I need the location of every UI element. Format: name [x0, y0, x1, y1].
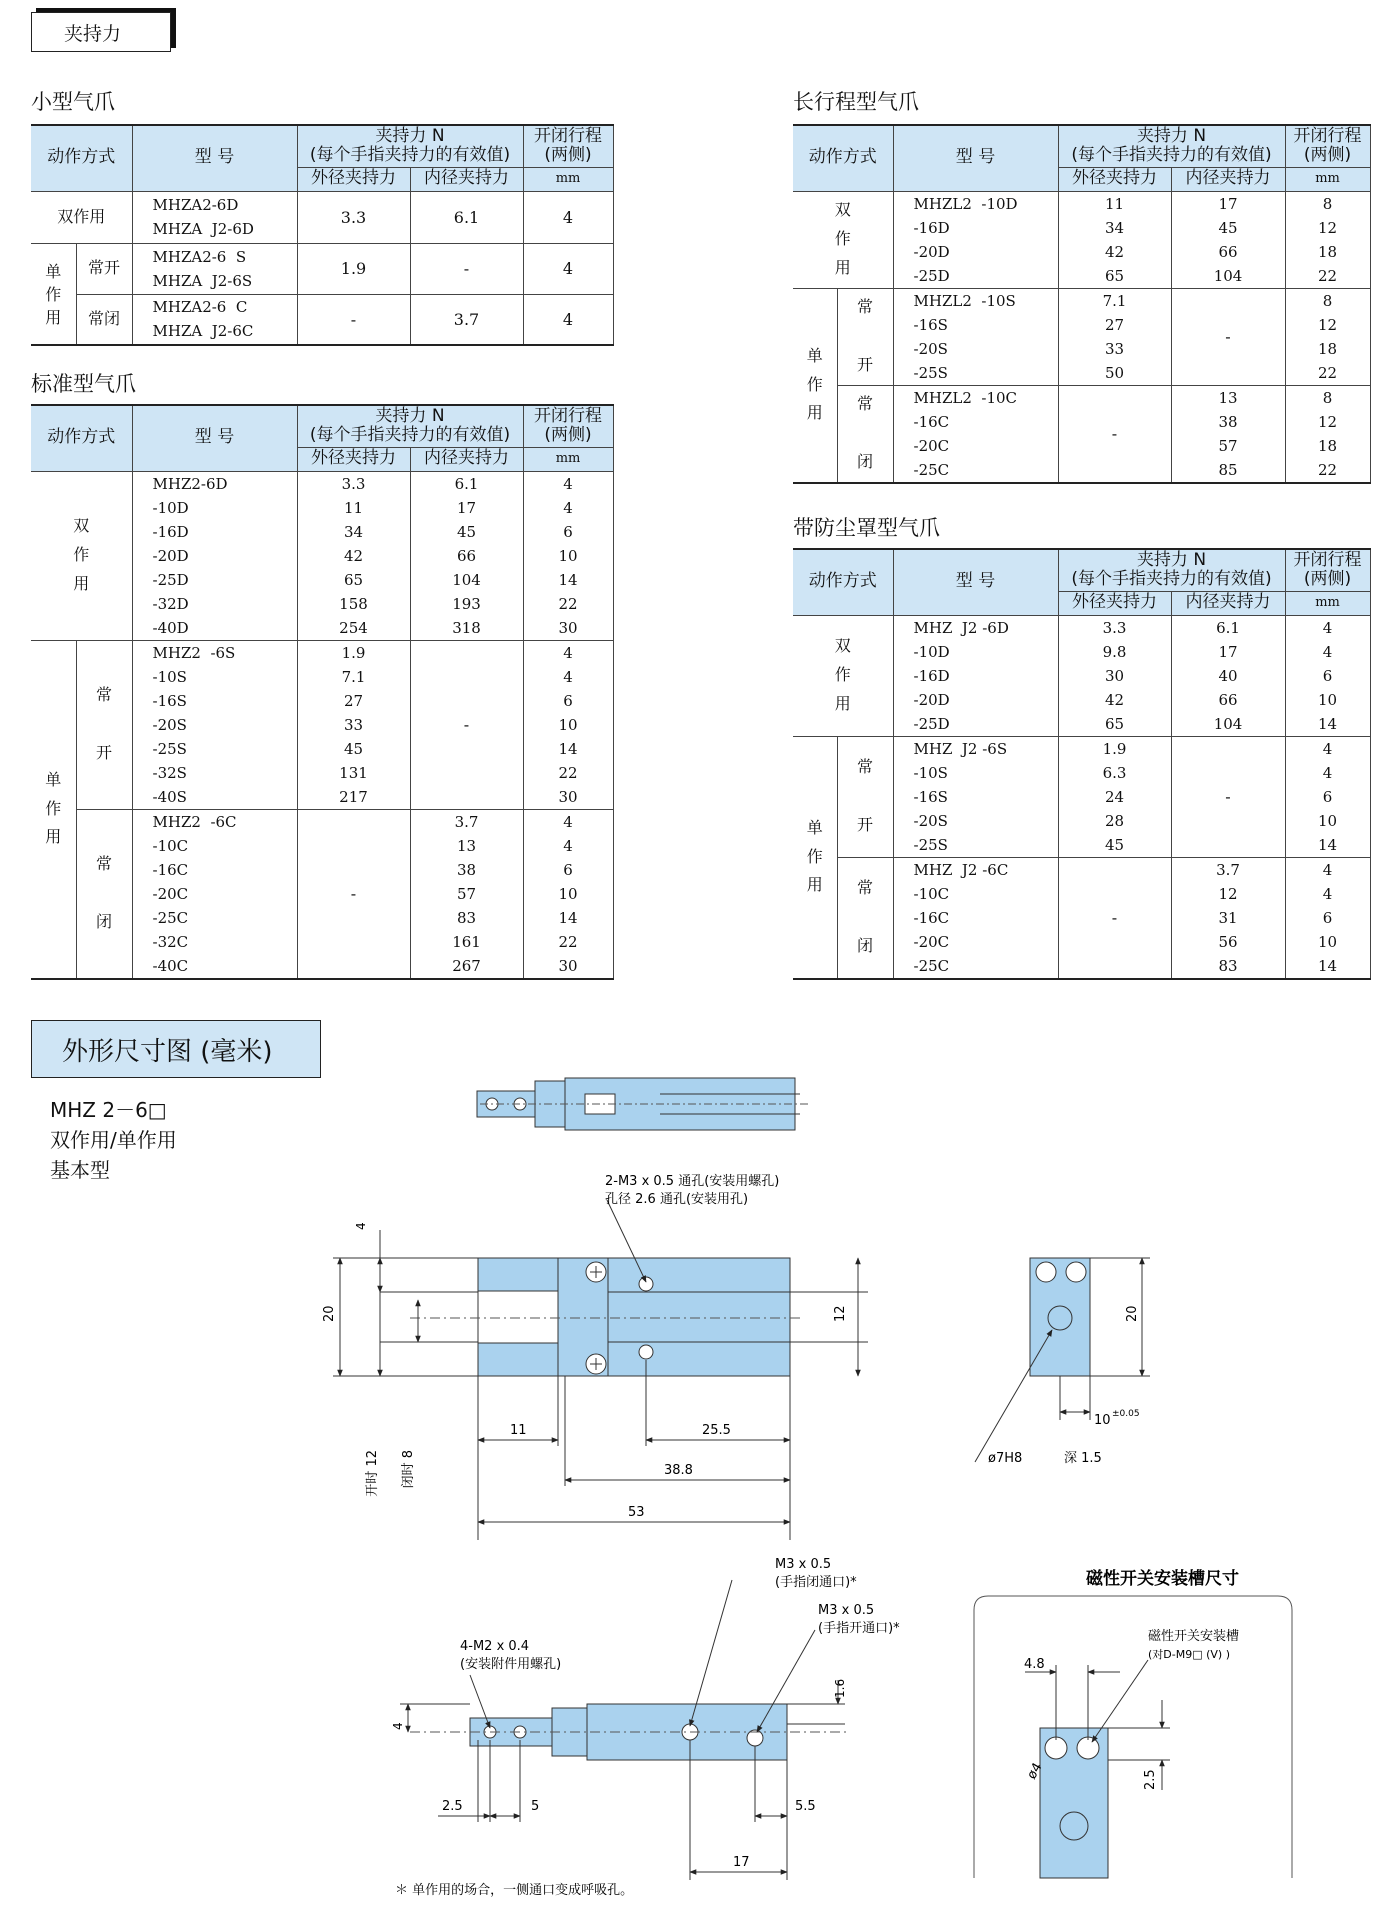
svg-text:17: 17 — [733, 1855, 750, 1870]
table-row: 双 作 用 MHZ2-6D -10D -16D -20D -25D -32D -40D 3.3 11 34 42 65 158 254 6.1 17 45 66 104 193 318 4 4 6 10 14 22 30 — [31, 471, 613, 640]
action-normally-open: 常 开 — [76, 640, 132, 809]
table-row: 双 作 用 MHZL2 -10D -16D -20D -25D 11 34 42 65 17 45 66 104 8 12 18 22 — [793, 191, 1370, 288]
header-force: 夹持力 N (每个手指夹持力的有效值) — [297, 125, 523, 167]
table-dust-cover-gripper: 动作方式 型 号 夹持力 N (每个手指夹持力的有效值) 开闭行程 (两侧) 外径夹持力 内径夹持力 mm 双 作 用 MHZ J2 -6D -10D -16D -20D -25D 3.3 9.8 30 42 65 6.1 17 40 66 104 4 4 6 10 14 单 作 用 常 开 MHZ J2 -6S -10S -16S -20S -25S 1.9 6.3 24 28 45 - 4 4 6 10 14 常 闭 MHZ J2 -6C -10C -16C -20C -25C - 3.7 12 31 56 83 4 4 6 10 14 — [793, 548, 1371, 980]
svg-text:M3 x 0.5: M3 x 0.5 — [818, 1603, 875, 1618]
table-row: 常 闭 MHZ J2 -6C -10C -16C -20C -25C - 3.7 12 31 56 83 4 4 6 10 14 — [793, 857, 1370, 979]
action-normally-closed: 常 闭 — [837, 857, 893, 979]
table-row: 双作用 MHZA2-6D MHZA J2-6D 3.3 6.1 4 — [31, 191, 613, 243]
svg-text:2.5: 2.5 — [1143, 1769, 1158, 1790]
header-unit: mm — [523, 167, 613, 191]
svg-text:1.6: 1.6 — [833, 1678, 847, 1698]
svg-text:开时 12: 开时 12 — [365, 1450, 380, 1497]
table-row: 单 作 用 常 开 MHZL2 -10S -16S -20S -25S 7.1 27 33 50 - 8 12 18 22 — [793, 288, 1370, 385]
table-standard-gripper: 动作方式 型 号 夹持力 N (每个手指夹持力的有效值) 开闭行程 (两侧) 外径夹持力 内径夹持力 mm 双 作 用 MHZ2-6D -10D -16D -20D -25D -32D -40D 3.3 11 34 42 65 158 254 6.1 17 45 66 104 193 318 4 4 6 10 14 22 30 单 作 用 常 开 MHZ2 -6S -10S -16S -20S -25S -32S -40S 1.9 7.1 27 33 45 131 217 - 4 4 6 10 14 22 30 常 闭 MHZ2 -6C -10C -16C -20C -25C -32C -40C - 3.7 13 38 57 83 161 267 4 4 6 10 14 22 30 — [31, 404, 614, 980]
action-double: 双 作 用 — [793, 615, 893, 736]
table-title-standard: 标准型气爪 — [31, 372, 136, 396]
svg-text:5: 5 — [531, 1799, 540, 1814]
svg-text:深 1.5: 深 1.5 — [1064, 1451, 1102, 1466]
table-row: 单 作 用 常开 MHZA2-6 S MHZA J2-6S 1.9 - 4 — [31, 243, 613, 294]
svg-text:(安装附件用螺孔): (安装附件用螺孔) — [460, 1657, 562, 1672]
table-row: 常 闭 MHZ2 -6C -10C -16C -20C -25C -32C -40C - 3.7 13 38 57 83 161 267 4 4 6 10 14 22 30 — [31, 809, 613, 979]
dim-model: MHZ 2－6□ — [50, 1098, 167, 1122]
svg-text:±0.05: ±0.05 — [1112, 1409, 1140, 1419]
note-mount-screw: 2-M3 x 0.5 通孔(安装用螺孔) — [605, 1174, 780, 1189]
svg-text:2.5: 2.5 — [442, 1799, 463, 1814]
slot-detail-drawing — [974, 1568, 1292, 1878]
action-single: 单 作 用 — [31, 640, 76, 979]
table-title-dust: 带防尘罩型气爪 — [793, 516, 940, 540]
svg-text:磁性开关安装槽: 磁性开关安装槽 — [1148, 1629, 1240, 1644]
action-single: 单 作 用 — [793, 736, 837, 979]
svg-text:38.8: 38.8 — [664, 1463, 693, 1478]
table-long-stroke-gripper: 动作方式 型 号 夹持力 N (每个手指夹持力的有效值) 开闭行程 (两侧) 外径夹持力 内径夹持力 mm 双 作 用 MHZL2 -10D -16D -20D -25D 11 34 42 65 17 45 66 104 8 12 18 22 单 作 用 常 开 MHZL2 -10S -16S -20S -25S 7.1 27 33 50 - 8 12 18 22 常 闭 MHZL2 -10C -16C -20C -25C - 13 38 57 85 8 12 18 22 — [793, 124, 1371, 484]
section-tab-label: 夹持力 — [64, 22, 122, 45]
action-normally-closed: 常 闭 — [76, 809, 132, 979]
bottom-view-drawing — [391, 1557, 900, 1898]
dimensions-heading: 外形尺寸图 (毫米) — [31, 1020, 321, 1078]
svg-text:12: 12 — [833, 1305, 848, 1322]
svg-text:(对D-M9□ (V) ): (对D-M9□ (V) ) — [1148, 1648, 1231, 1661]
header-action: 动作方式 — [31, 125, 132, 191]
svg-text:5.5: 5.5 — [795, 1799, 816, 1814]
action-double: 双 作 用 — [793, 191, 893, 288]
svg-text:(手指开通口)*: (手指开通口)* — [818, 1621, 900, 1636]
bore-label: ø7H8 — [988, 1451, 1023, 1466]
svg-text:4: 4 — [391, 1722, 405, 1730]
action-double: 双作用 — [31, 191, 132, 243]
action-normally-open: 常 开 — [837, 288, 893, 385]
header-model: 型 号 — [132, 125, 297, 191]
table-row: 单 作 用 常 开 MHZ2 -6S -10S -16S -20S -25S -32S -40S 1.9 7.1 27 33 45 131 217 - 4 4 6 10 14 22 30 — [31, 640, 613, 809]
svg-text:53: 53 — [628, 1505, 645, 1520]
dim-type: 双作用/单作用 — [50, 1128, 177, 1152]
svg-text:4: 4 — [354, 1222, 368, 1230]
table-title-long: 长行程型气爪 — [793, 90, 919, 114]
action-single: 单 作 用 — [793, 288, 837, 483]
top-view-drawing — [477, 1078, 808, 1130]
action-normally-closed: 常闭 — [76, 294, 132, 345]
header-stroke: 开闭行程 (两侧) — [523, 125, 613, 167]
svg-text:4-M2 x 0.4: 4-M2 x 0.4 — [460, 1639, 530, 1654]
action-normally-open: 常开 — [76, 243, 132, 294]
front-view-drawing — [322, 1173, 868, 1540]
action-normally-closed: 常 闭 — [837, 385, 893, 483]
svg-text:20: 20 — [322, 1305, 337, 1322]
table-row: 单 作 用 常 开 MHZ J2 -6S -10S -16S -20S -25S 1.9 6.3 24 28 45 - 4 4 6 10 14 — [793, 736, 1370, 857]
action-single: 单 作 用 — [31, 243, 76, 345]
header-outer: 外径夹持力 — [297, 167, 410, 191]
side-view-drawing — [975, 1258, 1150, 1466]
dim-variant: 基本型 — [50, 1158, 110, 1182]
svg-text:M3 x 0.5: M3 x 0.5 — [775, 1557, 832, 1572]
action-normally-open: 常 开 — [837, 736, 893, 857]
svg-text:(手指闭通口)*: (手指闭通口)* — [775, 1575, 857, 1590]
table-title-small: 小型气爪 — [31, 90, 115, 114]
slot-title: 磁性开关安装槽尺寸 — [1086, 1569, 1239, 1589]
svg-text:11: 11 — [510, 1423, 527, 1438]
action-double: 双 作 用 — [31, 471, 132, 640]
svg-text:20: 20 — [1125, 1305, 1140, 1322]
svg-text:ø4: ø4 — [1024, 1760, 1046, 1782]
table-row: 常 闭 MHZL2 -10C -16C -20C -25C - 13 38 57 85 8 12 18 22 — [793, 385, 1370, 483]
svg-text:25.5: 25.5 — [702, 1423, 731, 1438]
header-inner: 内径夹持力 — [410, 167, 523, 191]
table-row: 双 作 用 MHZ J2 -6D -10D -16D -20D -25D 3.3 9.8 30 42 65 6.1 17 40 66 104 4 4 6 10 14 — [793, 615, 1370, 736]
svg-text:10: 10 — [1094, 1413, 1111, 1428]
footnote: ＊ 单作用的场合，一侧通口变成呼吸孔。 — [395, 1883, 634, 1898]
svg-text:闭时 8: 闭时 8 — [401, 1450, 416, 1489]
note-mount-hole: 孔径 2.6 通孔(安装用孔) — [605, 1192, 749, 1207]
table-row: 常闭 MHZA2-6 C MHZA J2-6C - 3.7 4 — [31, 294, 613, 345]
svg-text:4.8: 4.8 — [1024, 1657, 1045, 1672]
